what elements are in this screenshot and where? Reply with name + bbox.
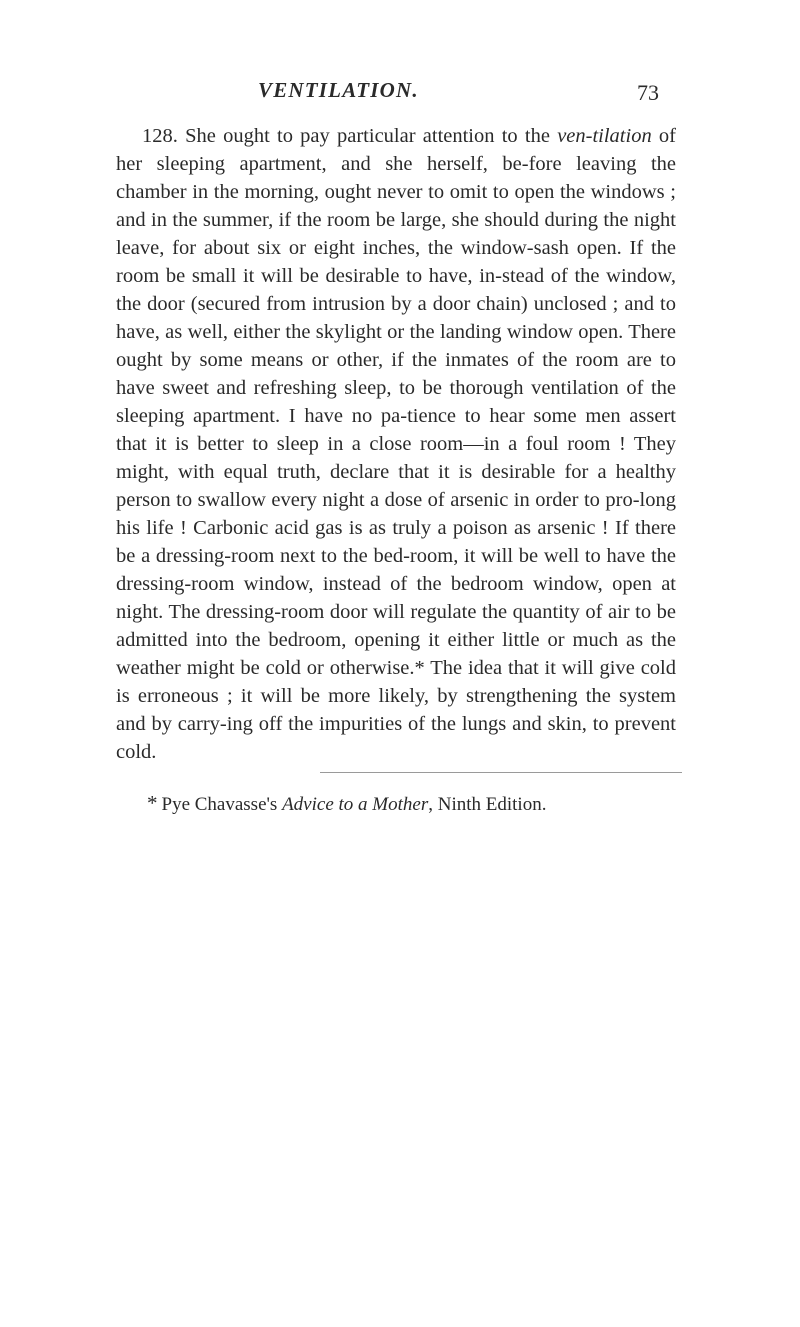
paragraph-number: 128.	[142, 125, 178, 147]
page-number: 73	[637, 80, 659, 105]
footnote-edition: , Ninth Edition.	[428, 794, 547, 815]
body-paragraph	[116, 122, 676, 766]
footnote-author: Pye Chavasse's	[161, 794, 283, 815]
paragraph-italic-term: ven-tilation	[557, 125, 652, 147]
paragraph-text-lead: She ought to pay particular attention to the	[177, 125, 558, 147]
paragraph-text-body: of her sleeping apartment, and she herself, be-fore leaving the chamber in the morning, ought never to omit to open the windows ; and in the summer, if the room be large, she should during the night leave, for about six or eight inches, the window-sash open. If the room be small it will be desirable to have, in-stead of the window, the door (secured from intrusion by a door chain) unclosed ; and to have, as well, either the skylight or the landing window open. There ought by some means or other, if the inmates of the room are to have sweet and refreshing sleep, to be thorough ventilation of the sleeping apartment. I have no pa-tience to hear some men assert that it is better to sleep in a close room—in a foul room ! They might, with equal truth, declare that it is desirable for a healthy person to swallow every night a dose of arsenic in order to pro-long his life ! Carbonic acid gas is as truly a poison as arsenic ! If there be a dressing-room next to the bed-room, it will be well to have the dressing-room window, instead of the bedroom window, open at night. The dressing-room door will regulate the quantity of air to be admitted into the bedroom, opening it either little or much as the weather might be cold or otherwise.* The idea that it will give cold is erroneous ; it will be more likely, by strengthening the system and by carry-ing off the impurities of the lungs and skin, to prevent cold.	[116, 125, 677, 763]
footnote	[147, 791, 546, 816]
running-title: VENTILATION.	[258, 78, 419, 102]
footnote-marker: *	[147, 791, 158, 815]
footnote-book-title: Advice to a Mother	[282, 794, 429, 815]
running-head	[0, 78, 800, 108]
footnote-rule	[320, 772, 682, 773]
